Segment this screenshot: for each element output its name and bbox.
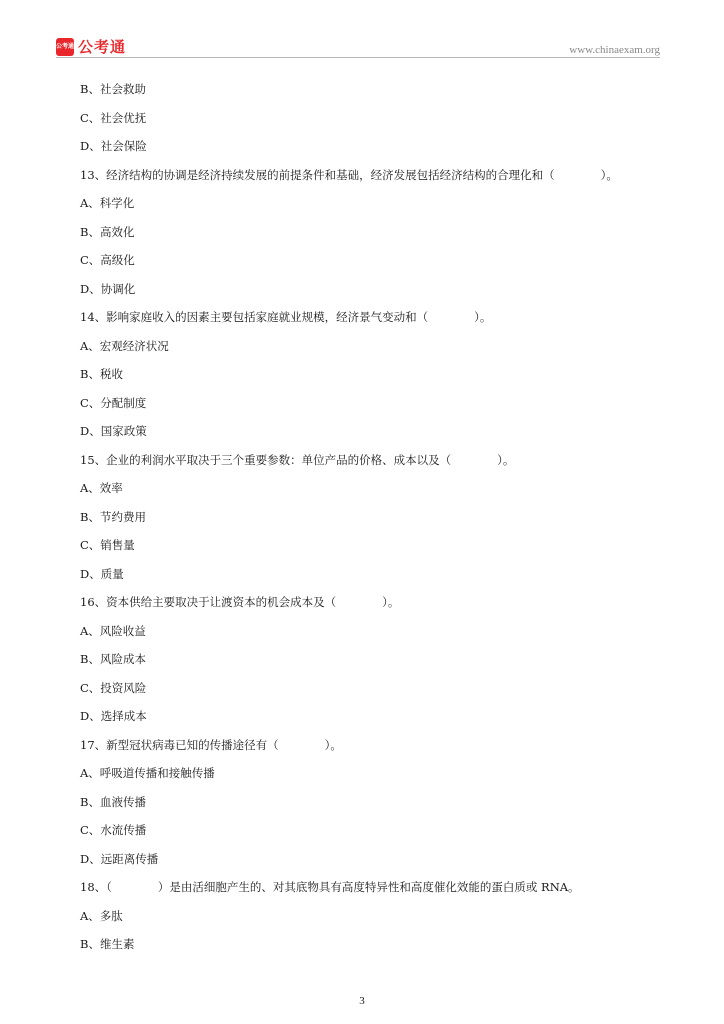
option-line: B、社会救助 xyxy=(80,82,146,96)
option-line: A、宏观经济状况 xyxy=(80,338,169,353)
option-line: D、远距离传播 xyxy=(80,851,159,866)
option-line: A、多肽 xyxy=(80,908,123,923)
option-line: C、投资风险 xyxy=(80,680,147,695)
option-line: D、国家政策 xyxy=(80,424,147,438)
question-line: 16、资本供给主要取决于让渡资本的机会成本及（ ）。 xyxy=(80,595,400,609)
site-url: www.chinaexam.org xyxy=(569,44,660,56)
option-line: C、高级化 xyxy=(80,253,135,267)
page-number: 3 xyxy=(359,995,365,1007)
header-divider xyxy=(56,57,660,58)
option-line: D、质量 xyxy=(80,566,124,581)
logo-badge-icon: 公考通 xyxy=(56,38,74,56)
option-line: A、效率 xyxy=(80,481,123,495)
option-line: C、水流传播 xyxy=(80,823,147,837)
option-line: A、科学化 xyxy=(80,196,135,210)
question-line: 13、经济结构的协调是经济持续发展的前提条件和基础，经济发展包括经济结构的合理化和（ ）。 xyxy=(80,167,618,182)
option-line: B、风险成本 xyxy=(80,652,146,666)
option-line: A、风险收益 xyxy=(80,623,146,638)
option-line: C、社会优抚 xyxy=(80,110,147,125)
option-line: B、税收 xyxy=(80,367,123,381)
question-list xyxy=(80,79,670,963)
logo xyxy=(56,36,126,57)
question-line: 17、新型冠状病毒已知的传播途径有（ ）。 xyxy=(80,737,342,752)
option-line: D、协调化 xyxy=(80,281,136,296)
option-line: A、呼吸道传播和接触传播 xyxy=(80,766,215,780)
option-line: B、节约费用 xyxy=(80,509,146,524)
option-line: C、分配制度 xyxy=(80,395,147,410)
question-line: 18、（ ）是由活细胞产生的、对其底物具有高度特异性和高度催化效能的蛋白质或 RNA。 xyxy=(80,880,580,894)
option-line: D、社会保险 xyxy=(80,139,147,153)
question-line: 15、企业的利润水平取决于三个重要参数：单位产品的价格、成本以及（ ）。 xyxy=(80,452,515,467)
page-header xyxy=(0,0,724,62)
option-line: B、维生素 xyxy=(80,937,135,951)
option-line: C、销售量 xyxy=(80,538,135,552)
question-line: 14、影响家庭收入的因素主要包括家庭就业规模，经济景气变动和（ ）。 xyxy=(80,310,492,324)
option-line: D、选择成本 xyxy=(80,709,147,723)
option-line: B、高效化 xyxy=(80,224,135,239)
option-line: B、血液传播 xyxy=(80,794,146,809)
logo-text: 公考通 xyxy=(78,38,127,56)
